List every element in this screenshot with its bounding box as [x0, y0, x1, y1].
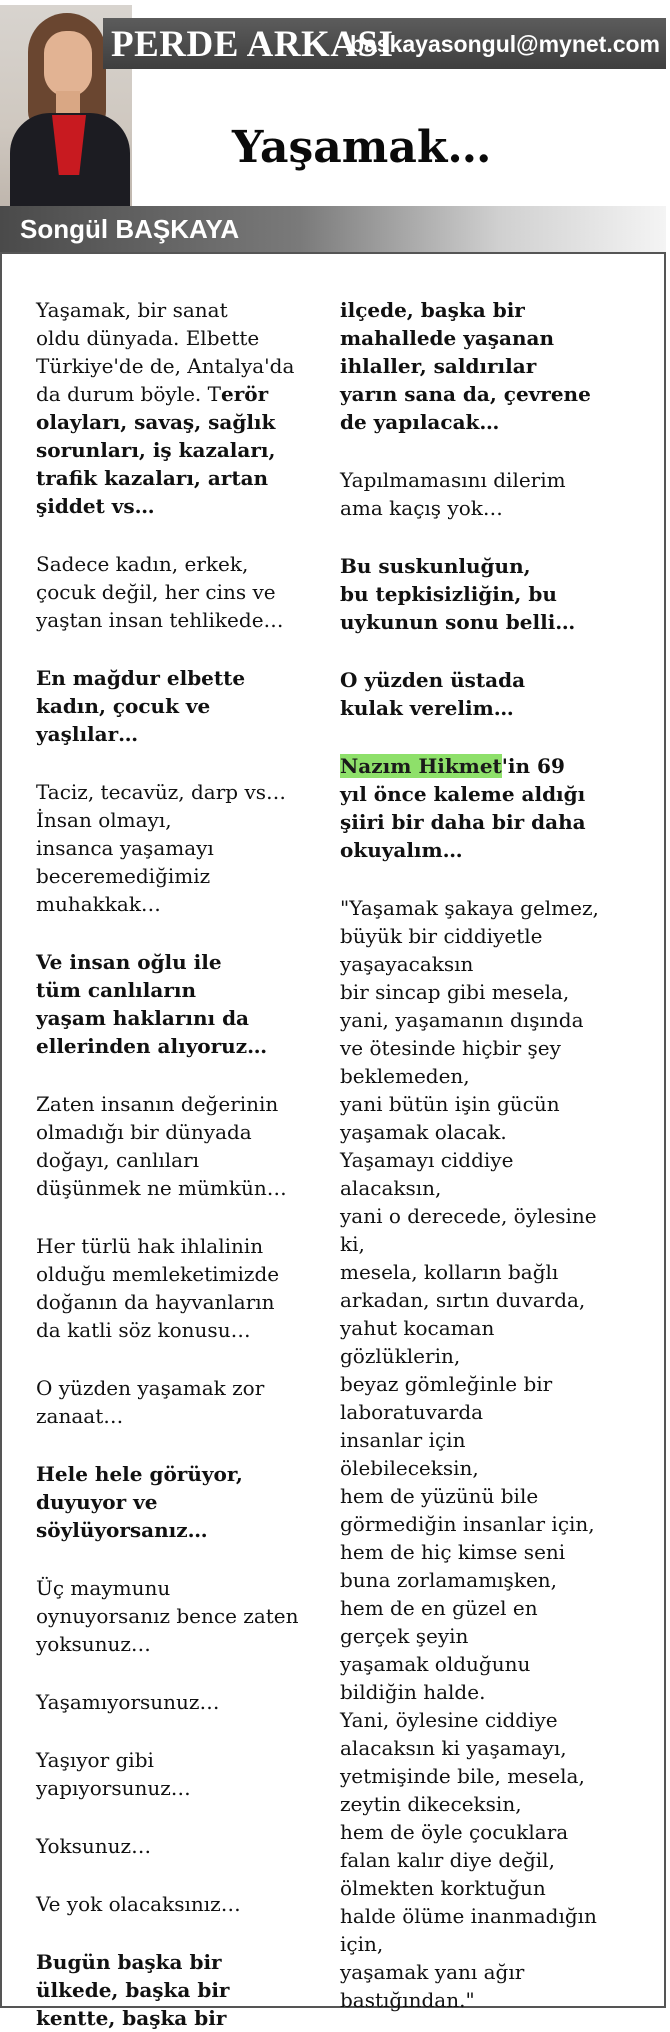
highlighted-poet-name: Nazım Hikmet	[340, 754, 502, 778]
paragraph: Zaten insanın değerinin olmadığı bir dünyada doğayı, canlıları düşünmek ne mümkün…	[36, 1092, 287, 1200]
paragraph: Yapılmamasını dilerim ama kaçış yok…	[340, 468, 566, 520]
paragraph: Her türlü hak ihlalinin olduğu memleketimizde doğanın da hayvanların da katli söz konusu…	[36, 1234, 280, 1342]
paragraph: Sadece kadın, erkek, çocuk değil, her cins ve yaştan insan tehlikede…	[36, 552, 284, 632]
paragraph: Ve yok olacaksınız…	[36, 1892, 241, 1916]
paragraph-bold: ilçede, başka bir mahallede yaşanan ihlaller, saldırılar yarın sana da, çevrene de yapılacak…	[340, 298, 591, 434]
paragraph-bold: O yüzden üstada kulak verelim…	[340, 668, 526, 720]
paragraph: Yaşıyor gibi yapıyorsunuz…	[36, 1748, 191, 1800]
author-bar	[0, 206, 666, 252]
paragraph-bold: Hele hele görüyor, duyuyor ve söylüyorsanız…	[36, 1462, 243, 1542]
column-banner	[103, 18, 666, 69]
paragraph: Yaşamıyorsunuz…	[36, 1690, 220, 1714]
paragraph-bold: Ve insan oğlu ile tüm canlıların yaşam haklarını da ellerinden alıyoruz…	[36, 950, 268, 1058]
paragraph: Yaşamak, bir sanat oldu dünyada. Elbette Türkiye'de de, Antalya'da da durum böyle. Terör olayları, savaş, sağlık sorunları, iş kazaları, trafik kazaları, artan şiddet vs…	[36, 298, 295, 518]
paragraph-bold: Nazım Hikmet'in 69 yıl önce kaleme aldığı şiiri bir daha bir daha okuyalım…	[340, 754, 586, 862]
article-column-right	[340, 296, 640, 2014]
author-name: Songül BAŞKAYA	[20, 214, 240, 244]
article-headline: Yaşamak…	[232, 122, 492, 173]
author-email: baskayasongul@mynet.com	[349, 31, 660, 57]
column-title: PERDE ARKASI	[111, 24, 394, 65]
paragraph: Üç maymunu oynuyorsanız bence zaten yoksunuz…	[36, 1576, 299, 1656]
paragraph-bold: En mağdur elbette kadın, çocuk ve yaşlılar…	[36, 666, 246, 746]
paragraph: O yüzden yaşamak zor zanaat…	[36, 1376, 265, 1428]
paragraph-bold: Bugün başka bir ülkede, başka bir kentte, başka bir	[36, 1950, 230, 2030]
poem-quote: "Yaşamak şakaya gelmez, büyük bir ciddiyetle yaşayacaksın bir sincap gibi mesela, yani, yaşamanın dışında ve ötesinde hiçbir şey beklemeden, yani bütün işin gücün yaşamak olacak. Yaşamayı ciddiye alacaksın, yani o derecede, öylesine ki, mesela, kolların bağlı arkadan, sırtın duvarda, yahut kocaman gözlüklerin, beyaz gömleğinle bir laboratuvarda insanlar için ölebileceksin, hem de yüzünü bile görmediğin insanlar için, hem de hiç kimse seni buna zorlamamışken, hem de en güzel en gerçek şeyin yaşamak olduğunu bildiğin halde. Yani, öylesine ciddiye alacaksın ki yaşamayı, yetmişinde bile, mesela, zeytin dikeceksin, hem de öyle çocuklara falan kalır diye değil, ölmekten korktuğun halde ölüme inanmadığın için, yaşamak yanı ağır bastığından."	[340, 896, 599, 2012]
paragraph: Yoksunuz…	[36, 1834, 152, 1858]
article-column-left	[36, 296, 336, 2032]
paragraph: Taciz, tecavüz, darp vs… İnsan olmayı, insanca yaşamayı beceremediğimiz muhakkak…	[36, 780, 286, 916]
paragraph-bold: Bu suskunluğun, bu tepkisizliğin, bu uykunun sonu belli…	[340, 554, 576, 634]
